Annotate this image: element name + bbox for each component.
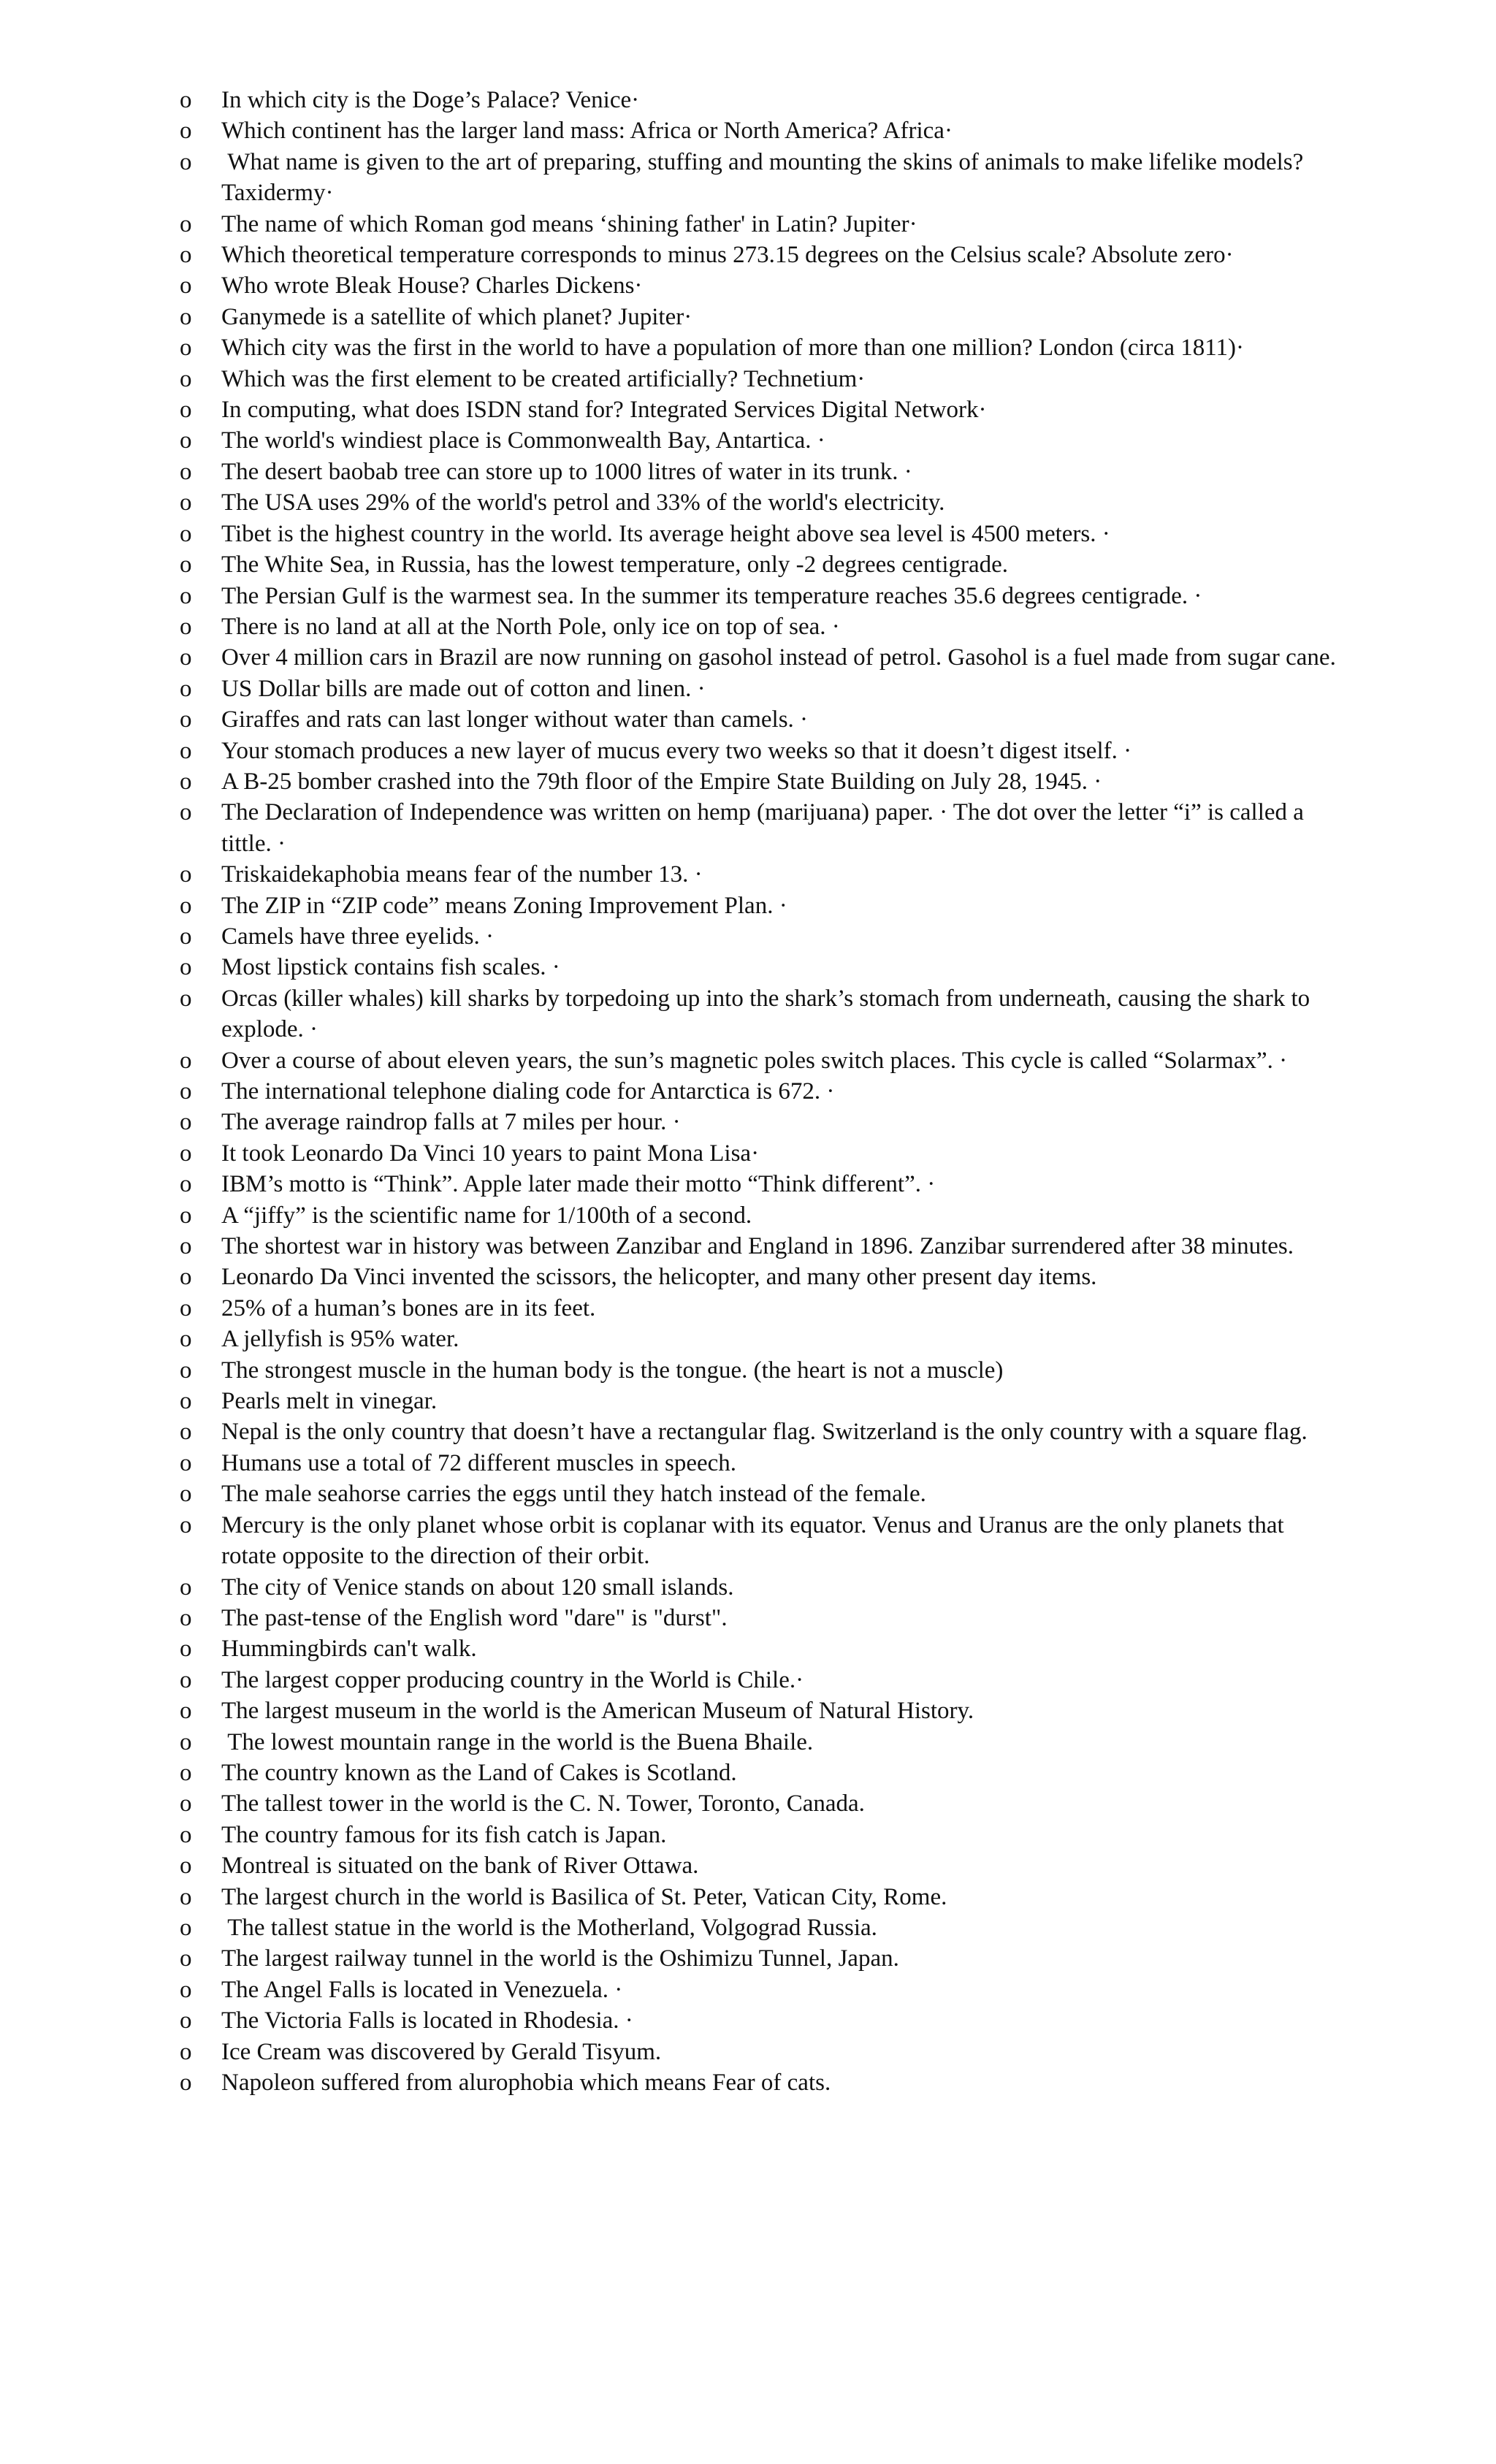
list-bullet: o xyxy=(180,303,192,330)
list-item-text: A B-25 bomber crashed into the 79th floor of the Empire State Building on July 28, 1945. · xyxy=(221,768,1102,795)
list-item xyxy=(180,332,1341,363)
list-item xyxy=(180,2037,1341,2067)
list-item xyxy=(180,952,1341,983)
list-item xyxy=(180,240,1341,270)
list-item-text: Triskaidekaphobia means fear of the number 13. · xyxy=(221,861,703,888)
list-item xyxy=(180,425,1341,456)
list-item xyxy=(180,1665,1341,1696)
list-item-text: The desert baobab tree can store up to 1000 litres of water in its trunk. · xyxy=(221,458,912,485)
list-item-text: Napoleon suffered from alurophobia which means Fear of cats. xyxy=(221,2070,831,2096)
list-item xyxy=(180,581,1341,611)
list-item-text: Who wrote Bleak House? Charles Dickens· xyxy=(221,272,643,300)
list-bullet: o xyxy=(180,613,192,640)
list-item xyxy=(180,549,1341,580)
list-item-text: Most lipstick contains fish scales. · xyxy=(221,954,560,981)
list-item-text: Which city was the first in the world to have a population of more than one million? London (circa 1811)· xyxy=(221,335,1244,362)
list-bullet: o xyxy=(180,458,192,485)
list-bullet: o xyxy=(180,1945,192,1972)
list-item-text: The city of Venice stands on about 120 small islands. xyxy=(221,1574,734,1601)
list-item-text: The international telephone dialing code for Antarctica is 672. · xyxy=(221,1078,835,1105)
list-item-text: Which continent has the larger land mass: Africa or North America? Africa· xyxy=(221,118,953,145)
list-bullet: o xyxy=(180,118,192,145)
list-bullet: o xyxy=(180,397,192,424)
list-item-text: Giraffes and rats can last longer without water than camels. · xyxy=(221,706,809,733)
list-bullet: o xyxy=(180,582,192,609)
list-item xyxy=(180,1603,1341,1633)
list-bullet: o xyxy=(180,1790,192,1818)
list-item xyxy=(180,115,1341,146)
list-item xyxy=(180,209,1341,240)
list-bullet: o xyxy=(180,799,192,826)
list-item xyxy=(180,2067,1341,2098)
list-item-text: The Persian Gulf is the warmest sea. In the summer its temperature reaches 35.6 degrees centigrade. · xyxy=(221,582,1202,609)
list-item xyxy=(180,1076,1341,1107)
list-item-text: The White Sea, in Russia, has the lowest temperature, only -2 degrees centigrade. xyxy=(221,552,1009,579)
list-item-text: The USA uses 29% of the world's petrol and 33% of the world's electricity. xyxy=(221,489,945,516)
list-item xyxy=(180,1510,1341,1572)
list-item xyxy=(180,1820,1341,1850)
list-bullet: o xyxy=(180,1574,192,1601)
list-bullet: o xyxy=(180,1233,192,1260)
list-bullet: o xyxy=(180,335,192,362)
list-item xyxy=(180,457,1341,487)
list-item-text: Tibet is the highest country in the world. Its average height above sea level is 4500 meters. · xyxy=(221,520,1110,547)
list-item-text: Nepal is the only country that doesn’t have a rectangular flag. Switzerland is the only country with a square flag. xyxy=(221,1419,1308,1446)
list-item xyxy=(180,1200,1341,1231)
list-bullet: o xyxy=(180,552,192,579)
list-item-text: Which theoretical temperature corresponds to minus 273.15 degrees on the Celsius scale? Absolute zero· xyxy=(221,242,1234,269)
list-item xyxy=(180,1262,1341,1292)
list-bullet: o xyxy=(180,861,192,888)
list-item-text: US Dollar bills are made out of cotton and linen. · xyxy=(221,675,706,702)
list-item-text: A “jiffy” is the scientific name for 1/100th of a second. xyxy=(221,1202,752,1229)
list-item-text: The tallest tower in the world is the C. N. Tower, Toronto, Canada. xyxy=(221,1790,865,1818)
list-item xyxy=(180,1355,1341,1386)
list-bullet: o xyxy=(180,1419,192,1446)
list-bullet: o xyxy=(180,1449,192,1476)
list-item-text: Ganymede is a satellite of which planet? Jupiter· xyxy=(221,303,692,330)
list-item-text: Hummingbirds can't walk. xyxy=(221,1636,477,1663)
list-item-text: Over 4 million cars in Brazil are now running on gasohol instead of petrol. Gasohol is a fuel made from sugar cane. xyxy=(221,644,1336,671)
list-item xyxy=(180,1727,1341,1758)
list-bullet: o xyxy=(180,1202,192,1229)
list-bullet: o xyxy=(180,1666,192,1693)
list-item-text: A jellyfish is 95% water. xyxy=(221,1326,459,1353)
list-item-text: In which city is the Doge’s Palace? Venice· xyxy=(221,87,640,113)
list-bullet: o xyxy=(180,427,192,454)
list-item-text: The ZIP in “ZIP code” means Zoning Improvement Plan. · xyxy=(221,892,787,919)
list-item xyxy=(180,394,1341,425)
list-bullet: o xyxy=(180,1636,192,1663)
list-item xyxy=(180,983,1341,1045)
list-item-text: Pearls melt in vinegar. xyxy=(221,1388,438,1415)
list-item xyxy=(180,704,1341,735)
list-item-text: The largest church in the world is Basilica of St. Peter, Vatican City, Rome. xyxy=(221,1883,947,1910)
list-bullet: o xyxy=(180,489,192,516)
list-bullet: o xyxy=(180,1357,192,1384)
list-item xyxy=(180,1293,1341,1324)
list-item xyxy=(180,674,1341,704)
list-item-text: Orcas (killer whales) kill sharks by torpedoing up into the shark’s stomach from underneath, causing the shark to explode. · xyxy=(221,985,1316,1043)
list-item xyxy=(180,1169,1341,1199)
list-item xyxy=(180,147,1341,209)
list-item-text: The tallest statue in the world is the Motherland, Volgograd Russia. xyxy=(221,1914,877,1941)
list-item xyxy=(180,1758,1341,1788)
list-bullet: o xyxy=(180,1140,192,1167)
list-bullet: o xyxy=(180,675,192,702)
list-item-text: The Victoria Falls is located in Rhodesia. · xyxy=(221,2007,633,2034)
list-bullet: o xyxy=(180,1853,192,1880)
list-item-text: Ice Cream was discovered by Gerald Tisyum. xyxy=(221,2038,662,2065)
list-item xyxy=(180,1882,1341,1912)
list-item-text: 25% of a human’s bones are in its feet. xyxy=(221,1294,596,1321)
list-item xyxy=(180,611,1341,642)
list-bullet: o xyxy=(180,1481,192,1508)
list-bullet: o xyxy=(180,148,192,175)
list-bullet: o xyxy=(180,520,192,547)
list-item-text: The name of which Roman god means ‘shining father' in Latin? Jupiter· xyxy=(221,210,917,237)
list-bullet: o xyxy=(180,1914,192,1941)
list-item xyxy=(180,1912,1341,1943)
list-item xyxy=(180,1943,1341,1974)
list-item-text: Your stomach produces a new layer of mucus every two weeks so that it doesn’t digest itself. · xyxy=(221,737,1132,764)
list-item-text: There is no land at all at the North Pole, only ice on top of sea. · xyxy=(221,613,840,640)
list-item xyxy=(180,1479,1341,1509)
list-item-text: Which was the first element to be created artificially? Technetium· xyxy=(221,365,866,392)
list-bullet: o xyxy=(180,1511,192,1538)
list-item xyxy=(180,270,1341,301)
list-bullet: o xyxy=(180,1171,192,1198)
list-item-text: It took Leonardo Da Vinci 10 years to paint Mona Lisa· xyxy=(221,1140,760,1167)
list-bullet: o xyxy=(180,1883,192,1910)
list-item xyxy=(180,2005,1341,2036)
list-bullet: o xyxy=(180,1976,192,2003)
list-item-text: IBM’s motto is “Think”. Apple later made their motto “Think different”. · xyxy=(221,1171,936,1198)
list-item-text: Camels have three eyelids. · xyxy=(221,923,494,950)
list-item-text: The past-tense of the English word "dare" is "durst". xyxy=(221,1604,728,1631)
list-item xyxy=(180,1696,1341,1726)
list-bullet: o xyxy=(180,768,192,795)
list-item-text: The country famous for its fish catch is Japan. xyxy=(221,1821,667,1848)
list-item xyxy=(180,859,1341,890)
list-item-text: The Angel Falls is located in Venezuela. · xyxy=(221,1976,623,2003)
list-bullet: o xyxy=(180,923,192,950)
list-item xyxy=(180,1045,1341,1076)
list-item-text: In computing, what does ISDN stand for? Integrated Services Digital Network· xyxy=(221,397,987,424)
list-bullet: o xyxy=(180,1047,192,1074)
list-bullet: o xyxy=(180,242,192,269)
list-bullet: o xyxy=(180,1759,192,1786)
list-item-text: The largest railway tunnel in the world is the Oshimizu Tunnel, Japan. xyxy=(221,1945,899,1972)
list-item-text: The world's windiest place is Commonwealth Bay, Antartica. · xyxy=(221,427,825,454)
fact-list xyxy=(180,85,1341,2098)
list-bullet: o xyxy=(180,2038,192,2065)
list-bullet: o xyxy=(180,644,192,671)
list-bullet: o xyxy=(180,1109,192,1136)
list-item xyxy=(180,642,1341,673)
list-bullet: o xyxy=(180,1821,192,1848)
list-bullet: o xyxy=(180,2070,192,2096)
list-item-text: The average raindrop falls at 7 miles per hour. · xyxy=(221,1109,681,1136)
list-item xyxy=(180,1324,1341,1354)
list-item-text: The largest museum in the world is the American Museum of Natural History. xyxy=(221,1698,974,1725)
list-bullet: o xyxy=(180,1728,192,1755)
list-item xyxy=(180,1138,1341,1169)
list-item xyxy=(180,302,1341,332)
list-item-text: What name is given to the art of preparing, stuffing and mounting the skins of animals to make lifelike models? Taxidermy· xyxy=(221,148,1309,207)
list-item xyxy=(180,1633,1341,1664)
list-bullet: o xyxy=(180,737,192,764)
list-item-text: The country known as the Land of Cakes is Scotland. xyxy=(221,1759,737,1786)
list-bullet: o xyxy=(180,2007,192,2034)
list-item xyxy=(180,797,1341,859)
list-item-text: The lowest mountain range in the world is the Buena Bhaile. xyxy=(221,1728,814,1755)
list-item-text: The shortest war in history was between Zanzibar and England in 1896. Zanzibar surrendered after 38 minutes. xyxy=(221,1233,1294,1260)
list-item xyxy=(180,890,1341,921)
list-bullet: o xyxy=(180,706,192,733)
list-item-text: Leonardo Da Vinci invented the scissors, the helicopter, and many other present day items. xyxy=(221,1264,1097,1291)
list-item-text: Montreal is situated on the bank of River Ottawa. xyxy=(221,1853,699,1880)
list-item xyxy=(180,1231,1341,1262)
list-bullet: o xyxy=(180,1698,192,1725)
list-item-text: The Declaration of Independence was written on hemp (marijuana) paper. · The dot over the letter “i” is called a tittle. · xyxy=(221,799,1310,857)
list-item xyxy=(180,766,1341,797)
list-item xyxy=(180,364,1341,394)
list-item xyxy=(180,736,1341,766)
list-bullet: o xyxy=(180,1078,192,1105)
list-item xyxy=(180,85,1341,115)
list-item xyxy=(180,519,1341,549)
list-bullet: o xyxy=(180,954,192,981)
list-item-text: The largest copper producing country in the World is Chile.· xyxy=(221,1666,804,1693)
list-bullet: o xyxy=(180,1604,192,1631)
list-item xyxy=(180,1850,1341,1881)
list-bullet: o xyxy=(180,365,192,392)
list-bullet: o xyxy=(180,272,192,300)
list-bullet: o xyxy=(180,210,192,237)
list-bullet: o xyxy=(180,1388,192,1415)
list-item-text: Mercury is the only planet whose orbit is coplanar with its equator. Venus and Uranus are the only planets that rotate opposite to the direction of their orbit. xyxy=(221,1511,1290,1570)
list-bullet: o xyxy=(180,1264,192,1291)
list-item-text: Over a course of about eleven years, the sun’s magnetic poles switch places. This cycle is called “Solarmax”. · xyxy=(221,1047,1288,1074)
list-item-text: The male seahorse carries the eggs until they hatch instead of the female. xyxy=(221,1481,926,1508)
list-item-text: Humans use a total of 72 different muscles in speech. xyxy=(221,1449,737,1476)
list-item xyxy=(180,1975,1341,2005)
list-item xyxy=(180,1572,1341,1603)
list-item xyxy=(180,921,1341,952)
list-item-text: The strongest muscle in the human body is the tongue. (the heart is not a muscle) xyxy=(221,1357,1004,1384)
list-bullet: o xyxy=(180,1326,192,1353)
list-item xyxy=(180,1448,1341,1479)
list-item xyxy=(180,1788,1341,1819)
list-item xyxy=(180,487,1341,518)
list-bullet: o xyxy=(180,87,192,113)
list-item xyxy=(180,1416,1341,1447)
list-item xyxy=(180,1107,1341,1137)
list-bullet: o xyxy=(180,892,192,919)
list-item xyxy=(180,1386,1341,1416)
list-bullet: o xyxy=(180,1294,192,1321)
list-bullet: o xyxy=(180,985,192,1012)
